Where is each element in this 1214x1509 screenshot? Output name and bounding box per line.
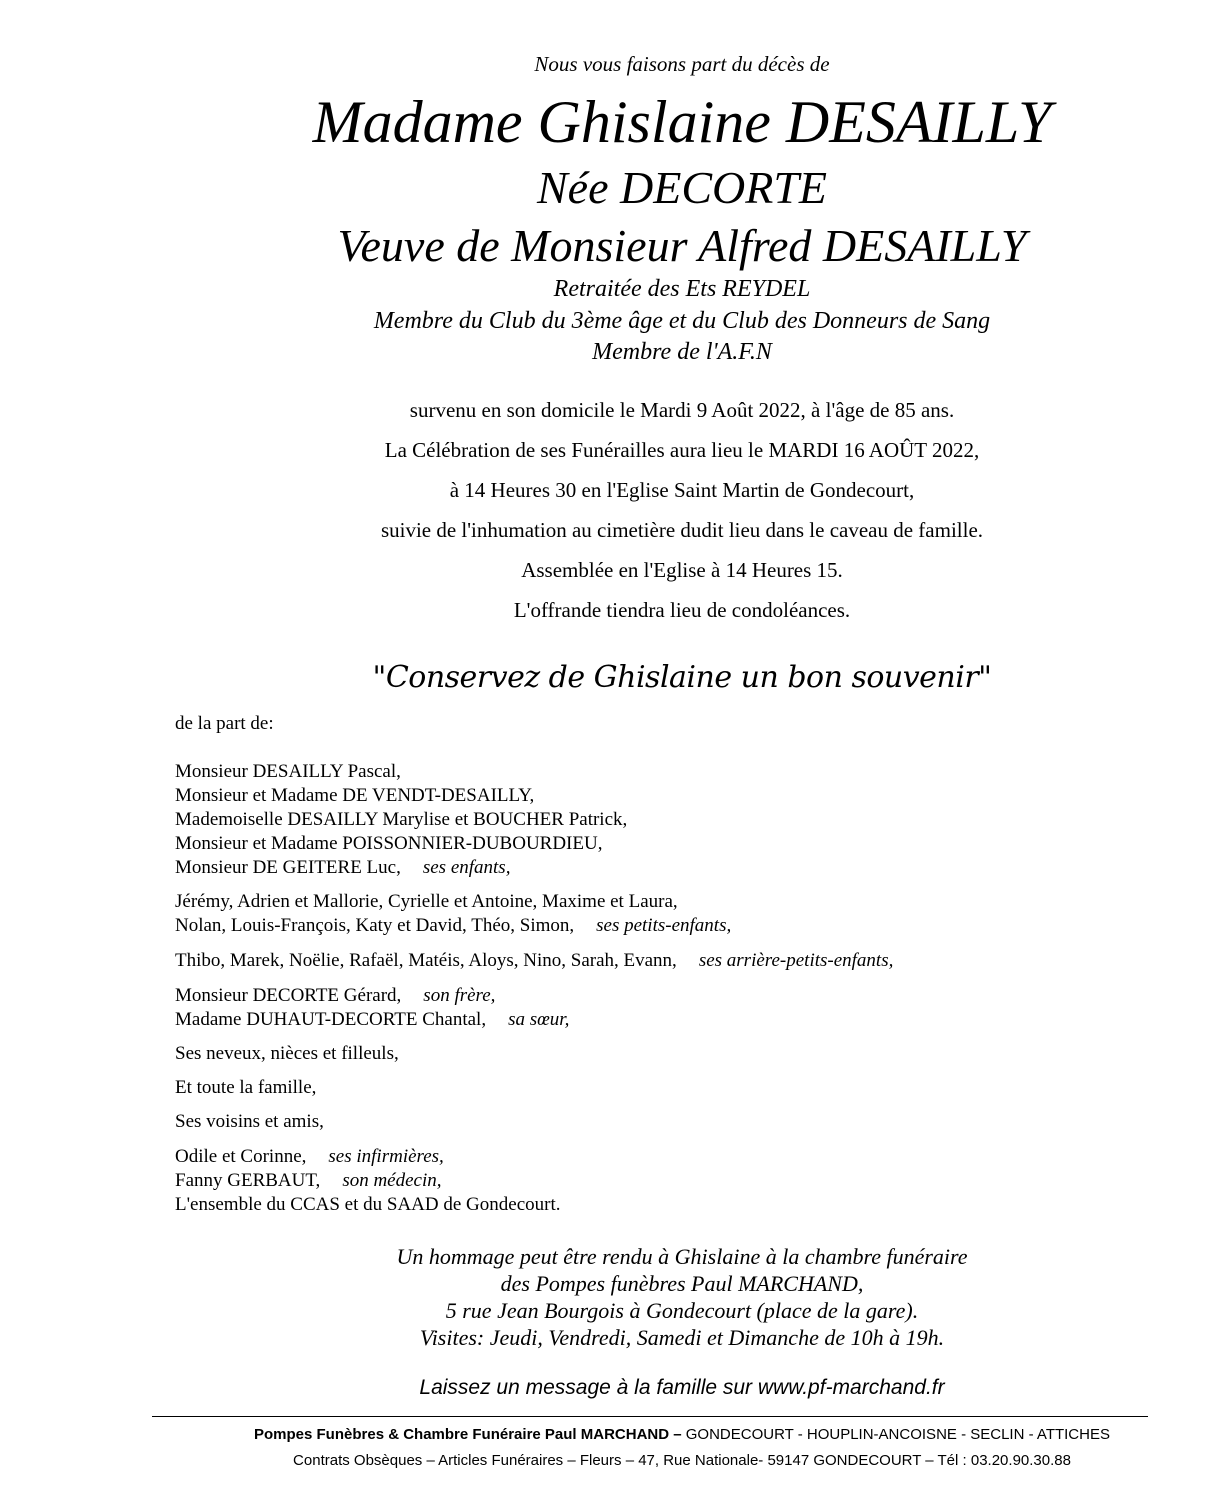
family-role: ses enfants, (422, 857, 511, 878)
widow-of: Veuve de Monsieur Alfred DESAILLY (337, 220, 1027, 271)
family-line (175, 949, 893, 973)
footer-company-name: Pompes Funèbres & Chambre Funéraire Paul MARCHAND – (254, 1426, 682, 1443)
family-line: Jérémy, Adrien et Mallorie, Cyrielle et Antoine, Maxime et Laura, (175, 891, 678, 912)
family-line: Monsieur et Madame DE VENDT-DESAILLY, (175, 785, 535, 806)
family-line: Mademoiselle DESAILLY Marylise et BOUCHER Patrick, (175, 809, 628, 830)
family-name: Monsieur DECORTE Gérard, (175, 985, 402, 1006)
family-line (175, 1145, 444, 1169)
homage-line: des Pompes funèbres Paul MARCHAND, (500, 1271, 864, 1296)
family-line (175, 1169, 442, 1193)
footer-locations: GONDECOURT - HOUPLIN-ANCOISNE - SECLIN - ATTICHES (681, 1426, 1110, 1443)
family-line: L'ensemble du CCAS et du SAAD de Gondecourt. (175, 1194, 561, 1215)
family-role: son médecin, (342, 1170, 442, 1191)
detail-line: La Célébration de ses Funérailles aura lieu le MARDI 16 AOÛT 2022, (384, 438, 980, 462)
footer-services: Contrats Obsèques – Articles Funéraires – Fleurs – 47, Rue Nationale- 59147 GONDECOURT – Tél : 03.20.90.30.88 (293, 1452, 1071, 1469)
family-role: ses infirmières, (328, 1146, 444, 1167)
family-line (175, 856, 510, 880)
maiden-name: Née DECORTE (536, 162, 827, 213)
family-line: Ses neveux, nièces et filleuls, (175, 1043, 399, 1064)
title-line: Membre du Club du 3ème âge et du Club des Donneurs de Sang (373, 308, 991, 334)
detail-line: survenu en son domicile le Mardi 9 Août 2022, à l'âge de 85 ans. (409, 398, 955, 422)
family-name: Odile et Corinne, (175, 1146, 307, 1167)
family-line (175, 984, 495, 1008)
family-role: sa sœur, (508, 1009, 570, 1030)
family-name: Madame DUHAUT-DECORTE Chantal, (175, 1009, 487, 1030)
footer-company (75, 1425, 1214, 1445)
family-role: ses arrière-petits-enfants, (698, 950, 894, 971)
detail-line: à 14 Heures 30 en l'Eglise Saint Martin de Gondecourt, (449, 478, 915, 502)
footer-divider (152, 1416, 1148, 1417)
family-name: Thibo, Marek, Noëlie, Rafaël, Matéis, Aloys, Nino, Sarah, Evann, (175, 950, 677, 971)
detail-line: suivie de l'inhumation au cimetière dudit lieu dans le caveau de famille. (380, 518, 984, 542)
family-line: Monsieur et Madame POISSONNIER-DUBOURDIEU, (175, 833, 603, 854)
family-role: son frère, (423, 985, 496, 1006)
homage-line: Un hommage peut être rendu à Ghislaine à la chambre funéraire (396, 1244, 968, 1269)
intro-text: Nous vous faisons part du décès de (534, 52, 830, 76)
family-name: Monsieur DE GEITERE Luc, (175, 857, 401, 878)
detail-line: L'offrande tiendra lieu de condoléances. (513, 598, 851, 622)
family-line: Ses voisins et amis, (175, 1111, 324, 1132)
title-line: Retraitée des Ets REYDEL (553, 276, 811, 302)
quote: "Conservez de Ghislaine un bon souvenir" (372, 660, 992, 695)
from-label: de la part de: (175, 713, 274, 734)
title-line: Membre de l'A.F.N (592, 339, 772, 365)
homage-line: 5 rue Jean Bourgois à Gondecourt (place de la gare). (445, 1298, 919, 1323)
homage-line: Visites: Jeudi, Vendredi, Samedi et Dimanche de 10h à 19h. (419, 1325, 945, 1350)
family-role: ses petits-enfants, (596, 915, 732, 936)
message-link-text[interactable]: Laissez un message à la famille sur www.pf-marchand.fr (419, 1376, 945, 1399)
deceased-name: Madame Ghislaine DESAILLY (312, 89, 1052, 155)
family-line (175, 914, 731, 938)
family-line: Et toute la famille, (175, 1077, 317, 1098)
family-line (175, 1008, 569, 1032)
family-name: Fanny GERBAUT, (175, 1170, 321, 1191)
detail-line: Assemblée en l'Eglise à 14 Heures 15. (521, 558, 843, 582)
family-name: Nolan, Louis-François, Katy et David, Théo, Simon, (175, 915, 575, 936)
family-line: Monsieur DESAILLY Pascal, (175, 761, 401, 782)
